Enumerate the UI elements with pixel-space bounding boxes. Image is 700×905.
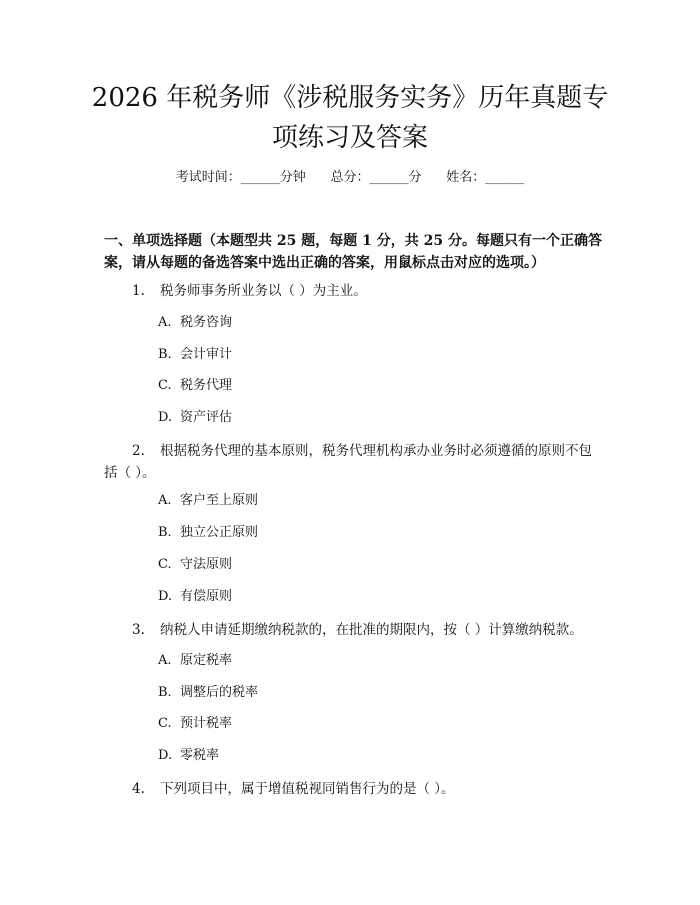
option-2a[interactable] xyxy=(158,491,258,511)
option-1c[interactable] xyxy=(158,376,232,396)
option-2d[interactable] xyxy=(158,587,232,607)
question-3 xyxy=(104,619,604,641)
option-letter: A. xyxy=(158,493,172,508)
question-number: 1. xyxy=(132,283,145,299)
option-2b[interactable] xyxy=(158,523,258,543)
option-text: 资产评估 xyxy=(180,410,233,425)
option-letter: A. xyxy=(158,653,172,668)
option-letter: D. xyxy=(158,410,173,425)
option-text: 会计审计 xyxy=(180,347,233,362)
question-text: 税务师事务所业务以（ ）为主业。 xyxy=(160,283,367,299)
exam-info-line: 考试时间：______分钟 总分：______分 姓名：______ xyxy=(175,170,525,185)
option-text: 预计税率 xyxy=(180,716,233,731)
option-text: 零税率 xyxy=(180,748,220,763)
option-2c[interactable] xyxy=(158,555,232,575)
option-letter: D. xyxy=(158,748,173,763)
option-letter: C. xyxy=(158,557,172,572)
option-text: 客户至上原则 xyxy=(180,493,259,508)
option-3c[interactable] xyxy=(158,714,232,734)
question-text: 根据税务代理的基本原则，税务代理机构承办业务时必须遵循的原则不包括（ ）。 xyxy=(104,443,592,481)
option-3b[interactable] xyxy=(158,683,258,703)
option-3d[interactable] xyxy=(158,746,219,766)
option-text: 原定税率 xyxy=(180,653,233,668)
option-1d[interactable] xyxy=(158,408,232,428)
option-3a[interactable] xyxy=(158,651,232,671)
option-text: 守法原则 xyxy=(180,557,233,572)
question-4 xyxy=(104,778,604,800)
option-text: 税务代理 xyxy=(180,378,233,393)
option-text: 独立公正原则 xyxy=(180,525,259,540)
question-text: 纳税人申请延期缴纳税款的，在批准的期限内，按（ ）计算缴纳税款。 xyxy=(160,622,583,638)
question-number: 4. xyxy=(132,781,145,797)
option-letter: B. xyxy=(158,525,172,540)
option-letter: C. xyxy=(158,716,172,731)
option-1b[interactable] xyxy=(158,345,232,365)
question-number: 2. xyxy=(132,443,145,459)
option-letter: A. xyxy=(158,315,172,330)
option-text: 税务咨询 xyxy=(180,315,233,330)
section-heading: 一、单项选择题（本题型共 25 题，每题 1 分，共 25 分。每题只有一个正确答案，请从每题的备选答案中选出正确的答案，用鼠标点击对应的选项。） xyxy=(104,233,602,271)
question-number: 3. xyxy=(132,622,145,638)
option-letter: C. xyxy=(158,378,172,393)
question-1 xyxy=(104,280,604,302)
option-letter: B. xyxy=(158,347,172,362)
option-letter: D. xyxy=(158,589,173,604)
option-letter: B. xyxy=(158,685,172,700)
option-text: 有偿原则 xyxy=(180,589,233,604)
question-2 xyxy=(104,440,604,484)
option-text: 调整后的税率 xyxy=(180,685,259,700)
document-title: 2026 年税务师《涉税服务实务》历年真题专项练习及答案 xyxy=(91,83,609,153)
question-text: 下列项目中，属于增值税视同销售行为的是（ ）。 xyxy=(160,781,455,797)
option-1a[interactable] xyxy=(158,313,232,333)
